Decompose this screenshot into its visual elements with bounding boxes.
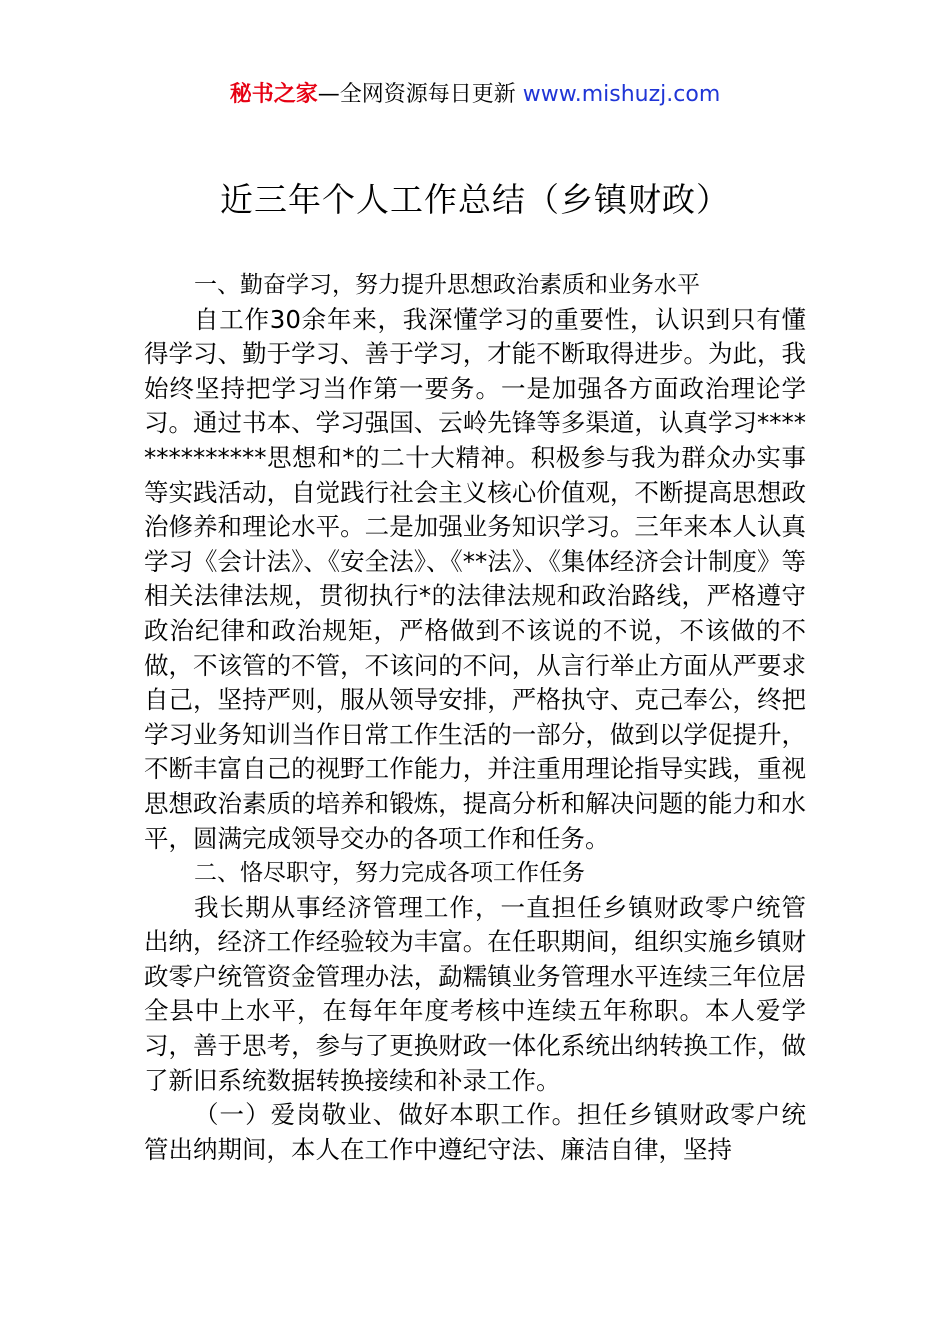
- document-body: [144, 268, 806, 1167]
- document-title: 近三年个人工作总结（乡镇财政）: [220, 180, 730, 219]
- paragraph-1: 自工作30余年来，我深懂学习的重要性，认识到只有懂得学习、勤于学习、善于学习，才能不断取得进步。为此，我始终坚持把学习当作第一要务。一是加强各方面政治理论学习。通过书本、学习强国、云岭先锋等多渠道，认真学习**************思想和*的二十大精神。积极参与我为群众办实事等实践活动，自觉践行社会主义核心价值观，不断提高思想政治修养和理论水平。二是加强业务知识学习。三年来本人认真学习《会计法》、《安全法》、《**法》、《集体经济会计制度》等相关法律法规，贯彻执行*的法律法规和政治路线，严格遵守政治纪律和政治规矩，严格做到不该说的不说，不该做的不做，不该管的不管，不该问的不问，从言行举止方面从严要求自己，坚持严则，服从领导安排，严格执守、克己奉公，终把学习业务知训当作日常工作生活的一部分，做到以学促提升，不断丰富自己的视野工作能力，并注重用理论指导实践，重视思想政治素质的培养和锻炼，提高分析和解决问题的能力和水平，圆满完成领导交办的各项工作和任务。: [144, 304, 806, 853]
- section-heading-1: 一、勤奋学习，努力提升思想政治素质和业务水平: [194, 272, 700, 298]
- site-slogan: —全网资源每日更新: [317, 82, 523, 107]
- paragraph-3: （一）爱岗敬业、做好本职工作。担任乡镇财政零户统管出纳期间，本人在工作中遵纪守法、廉洁自律，坚持: [144, 1100, 806, 1164]
- paragraph-2: 我长期从事经济管理工作，一直担任乡镇财政零户统管出纳，经济工作经验较为丰富。在任职期间，组织实施乡镇财政零户统管资金管理办法，勐糯镇业务管理水平连续三年位居全县中上水平，在每年年度考核中连续五年称职。本人爱学习，善于思考，参与了更换财政一体化系统出纳转换工作，做了新旧系统数据转换接续和补录工作。: [144, 892, 806, 1095]
- site-url-link[interactable]: www.mishuzj.com: [522, 82, 721, 107]
- site-header: [0, 80, 950, 110]
- section-heading-2: 二、恪尽职守，努力完成各项工作任务: [194, 860, 585, 887]
- site-brand: 秘书之家: [229, 82, 318, 107]
